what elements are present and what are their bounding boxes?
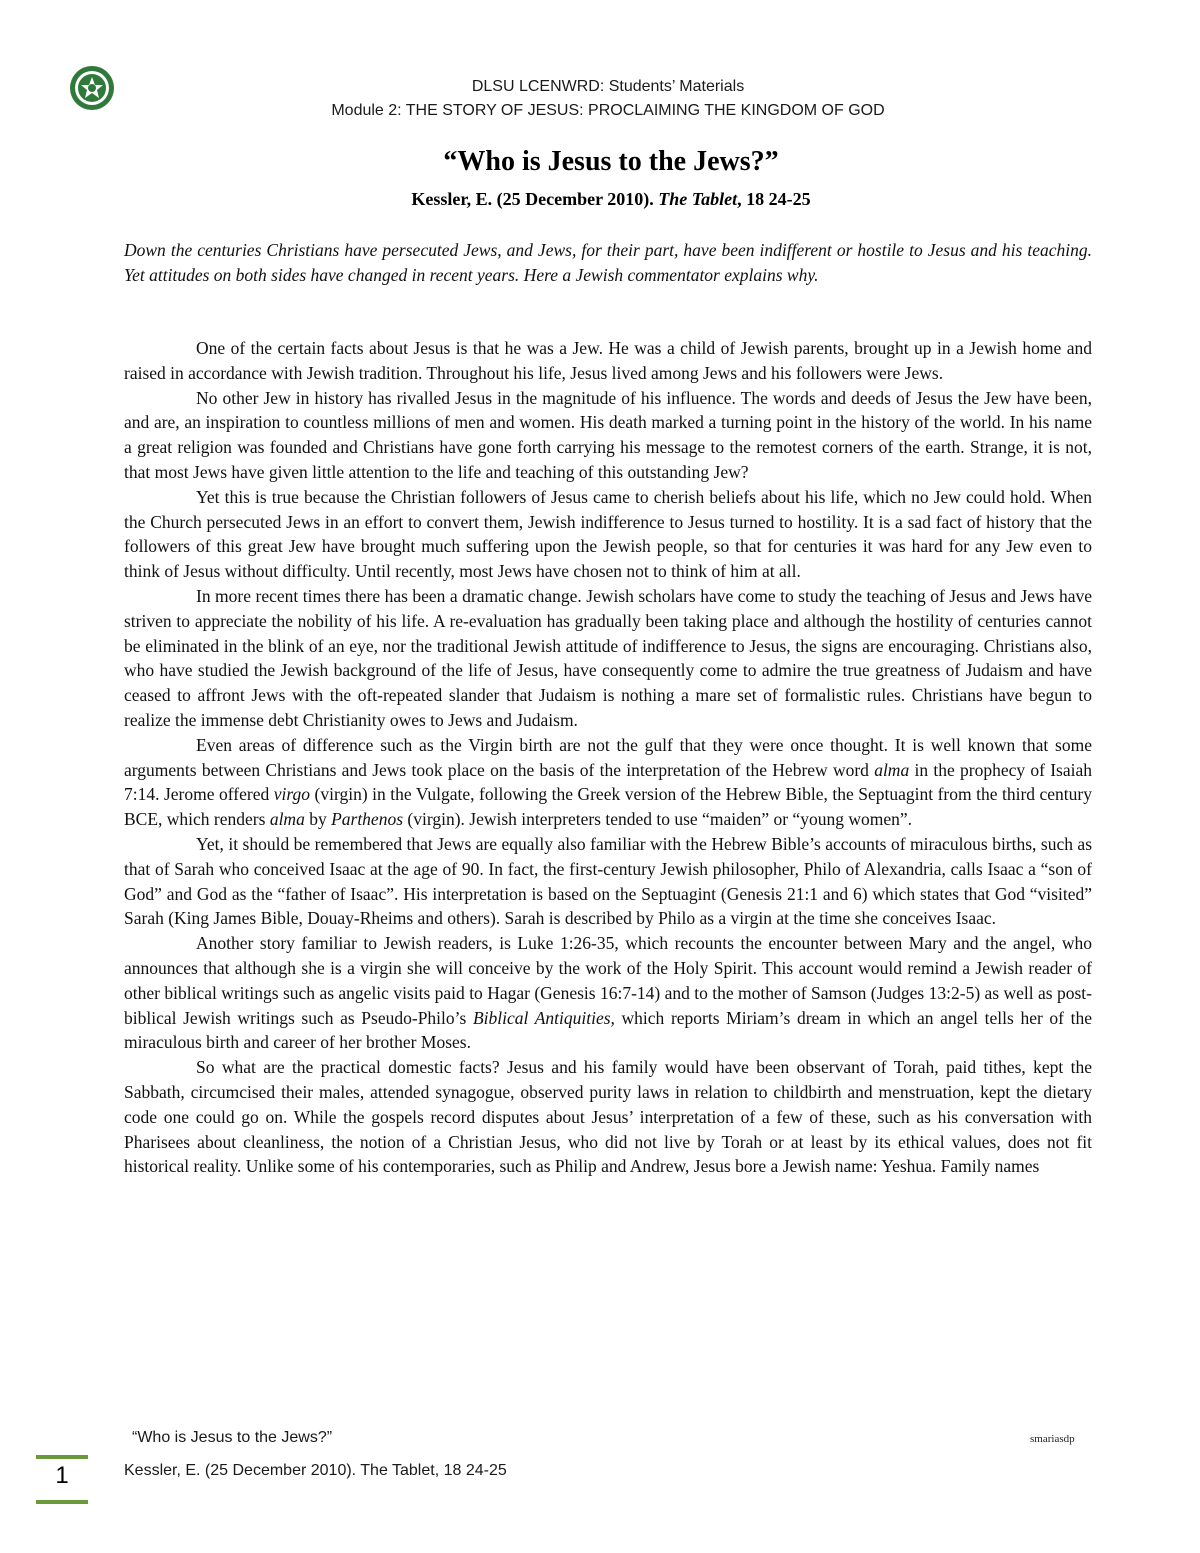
term-parthenos: Parthenos <box>331 809 404 830</box>
paragraph-7-text-b: which reports Miriam’s dream in which an angel tells her of the miraculous birth and career of her brother Moses. <box>124 1007 1093 1053</box>
term-virgo: virgo <box>273 784 311 805</box>
paragraph-6: Yet, it should be remembered that Jews are equally also familiar with the Hebrew Bible’s accounts of miraculous births, such as that of Sarah who conceived Isaac at the age of 90. In fact, the first-century Jewish philosopher, Philo of Alexandria, calls Isaac a “son of God” and God as the “father of Isaac”. His interpretation is based on the Septuagint (Genesis 21:1 and 6) which states that God “visited” Sarah (King James Bible, Douay-Rheims and others). Sarah is described by Philo as a virgin at the time she conceives Isaac. <box>124 833 1092 929</box>
paragraph-1: One of the certain facts about Jesus is that he was a Jew. He was a child of Jewish parents, brought up in a Jewish home and raised in accordance with Jewish tradition. Throughout his life, Jesus lived among Jews and his followers were Jews. <box>124 338 1092 383</box>
paragraph-4: In more recent times there has been a dramatic change. Jewish scholars have come to study the teaching of Jesus and Jews have striven to appreciate the nobility of his life. A re-evaluation has gradually been taking place and although the hostility of centuries cannot be eliminated in the blink of an eye, nor the traditional Jewish attitude of indifference to Jesus, the signs are encouraging. Christians also, who have studied the Jewish background of the life of Jesus, have consequently come to admire the true greatness of Judaism and have ceased to affront Jews with the oft-repeated slander that Judaism is nothing a mare set of formalistic rules. Christians have begun to realize the immense debt Christianity owes to Jews and Judaism. <box>124 585 1092 730</box>
article-citation <box>0 189 1200 210</box>
header-line-2: Module 2: THE STORY OF JESUS: PROCLAIMING THE KINGDOM OF GOD <box>331 102 885 119</box>
citation-author: Kessler, E. (25 December 2010). <box>411 189 659 209</box>
article-intro: Down the centuries Christians have persecuted Jews, and Jews, for their part, have been indifferent or hostile to Jesus and his teaching. Yet attitudes on both sides have changed in recent years. Here a Jewish commentator explains why. <box>124 240 1092 285</box>
paragraph-5-text-d: by <box>304 809 332 830</box>
paragraph-2: No other Jew in history has rivalled Jesus in the magnitude of his influence. The words and deeds of Jesus the Jew have been, and are, an inspiration to countless millions of men and women. His death marked a turning point in the history of the world. In his name a great religion was founded and Christians have gone forth carrying his message to the remotest corners of the earth. Strange, it is not, that most Jews have given little attention to the life and teaching of this outstanding Jew? <box>124 387 1092 482</box>
footer-citation: Kessler, E. (25 December 2010). The Tablet, 18 24-25 <box>124 1462 507 1479</box>
paragraph-8: So what are the practical domestic facts? Jesus and his family would have been observant of Torah, paid tithes, kept the Sabbath, circumcised their males, attended synagogue, observed purity laws in relation to childbirth and menstruation, kept the dietary code one could go on. While the gospels record disputes about Jesus’ interpretation of a few of these, such as his conversation with Pharisees about cleanliness, the notion of a Christian Jesus, who did not live by Torah or at least by its ethical values, does not fit historical reality. Unlike some of his contemporaries, such as Philip and Andrew, Jesus bore a Jewish name: Yeshua. Family names <box>124 1057 1092 1177</box>
term-alma: alma <box>874 759 910 780</box>
paragraph-7-text-a: Another story familiar to Jewish readers, is Luke 1:26-35, which recounts the encounter between Mary and the angel, who announces that although she is a virgin she will conceive by the work of the Holy Spirit. This account would remind a Jewish reader of other biblical writings such as angelic visits paid to Hagar (Genesis 16:7-14) and to the mother of Samson (Judges 13:2-5) as well as post-biblical Jewish writings such as Pseudo-Philo’s <box>124 933 1092 1028</box>
footer-title: “Who is Jesus to the Jews?” <box>132 1429 333 1446</box>
paragraph-3: Yet this is true because the Christian followers of Jesus came to cherish beliefs about his life, which no Jew could hold. When the Church persecuted Jews in an effort to convert them, Jewish indifference to Jesus turned to hostility. It is a sad fact of history that the followers of this great Jew have brought much suffering upon the Jewish people, so that for centuries it was hard for any Jew even to think of Jesus without difficulty. Until recently, most Jews have chosen not to think of him at all. <box>124 486 1092 582</box>
page-number-rule-top <box>36 1455 88 1459</box>
paragraph-5-text-e: (virgin). Jewish interpreters tended to use “maiden” or “young women”. <box>403 809 912 830</box>
paragraph-5-text-c: (virgin) in the Vulgate, following the Greek version of the Hebrew Bible, the Septuagint from the third century BCE, which renders <box>124 784 1092 830</box>
footer-initials: smariasdp <box>1030 1433 1075 1445</box>
page-number-rule-bottom <box>36 1500 88 1504</box>
article-title: “Who is Jesus to the Jews?” <box>443 146 779 177</box>
paragraph-5-text-a: Even areas of difference such as the Virgin birth are not the gulf that they were once thought. It is well known that some arguments between Christians and Jews took place on the basis of the interpretation of the Hebrew word <box>124 734 1092 780</box>
paragraph-5-text-b: in the prophecy of Isaiah 7:14. Jerome offered <box>124 759 1093 805</box>
paragraph-5 <box>124 733 1092 832</box>
header-line-1: DLSU LCENWRD: Students’ Materials <box>471 78 745 95</box>
book-title-biblical-antiquities: Biblical Antiquities, <box>472 1007 615 1028</box>
page-number: 1 <box>55 1462 69 1489</box>
paragraph-7 <box>124 931 1092 1055</box>
citation-pages: , 18 24-25 <box>737 189 811 209</box>
citation-publication: The Tablet <box>658 189 738 209</box>
term-alma-2: alma <box>269 809 305 830</box>
article-body <box>124 336 1092 1179</box>
